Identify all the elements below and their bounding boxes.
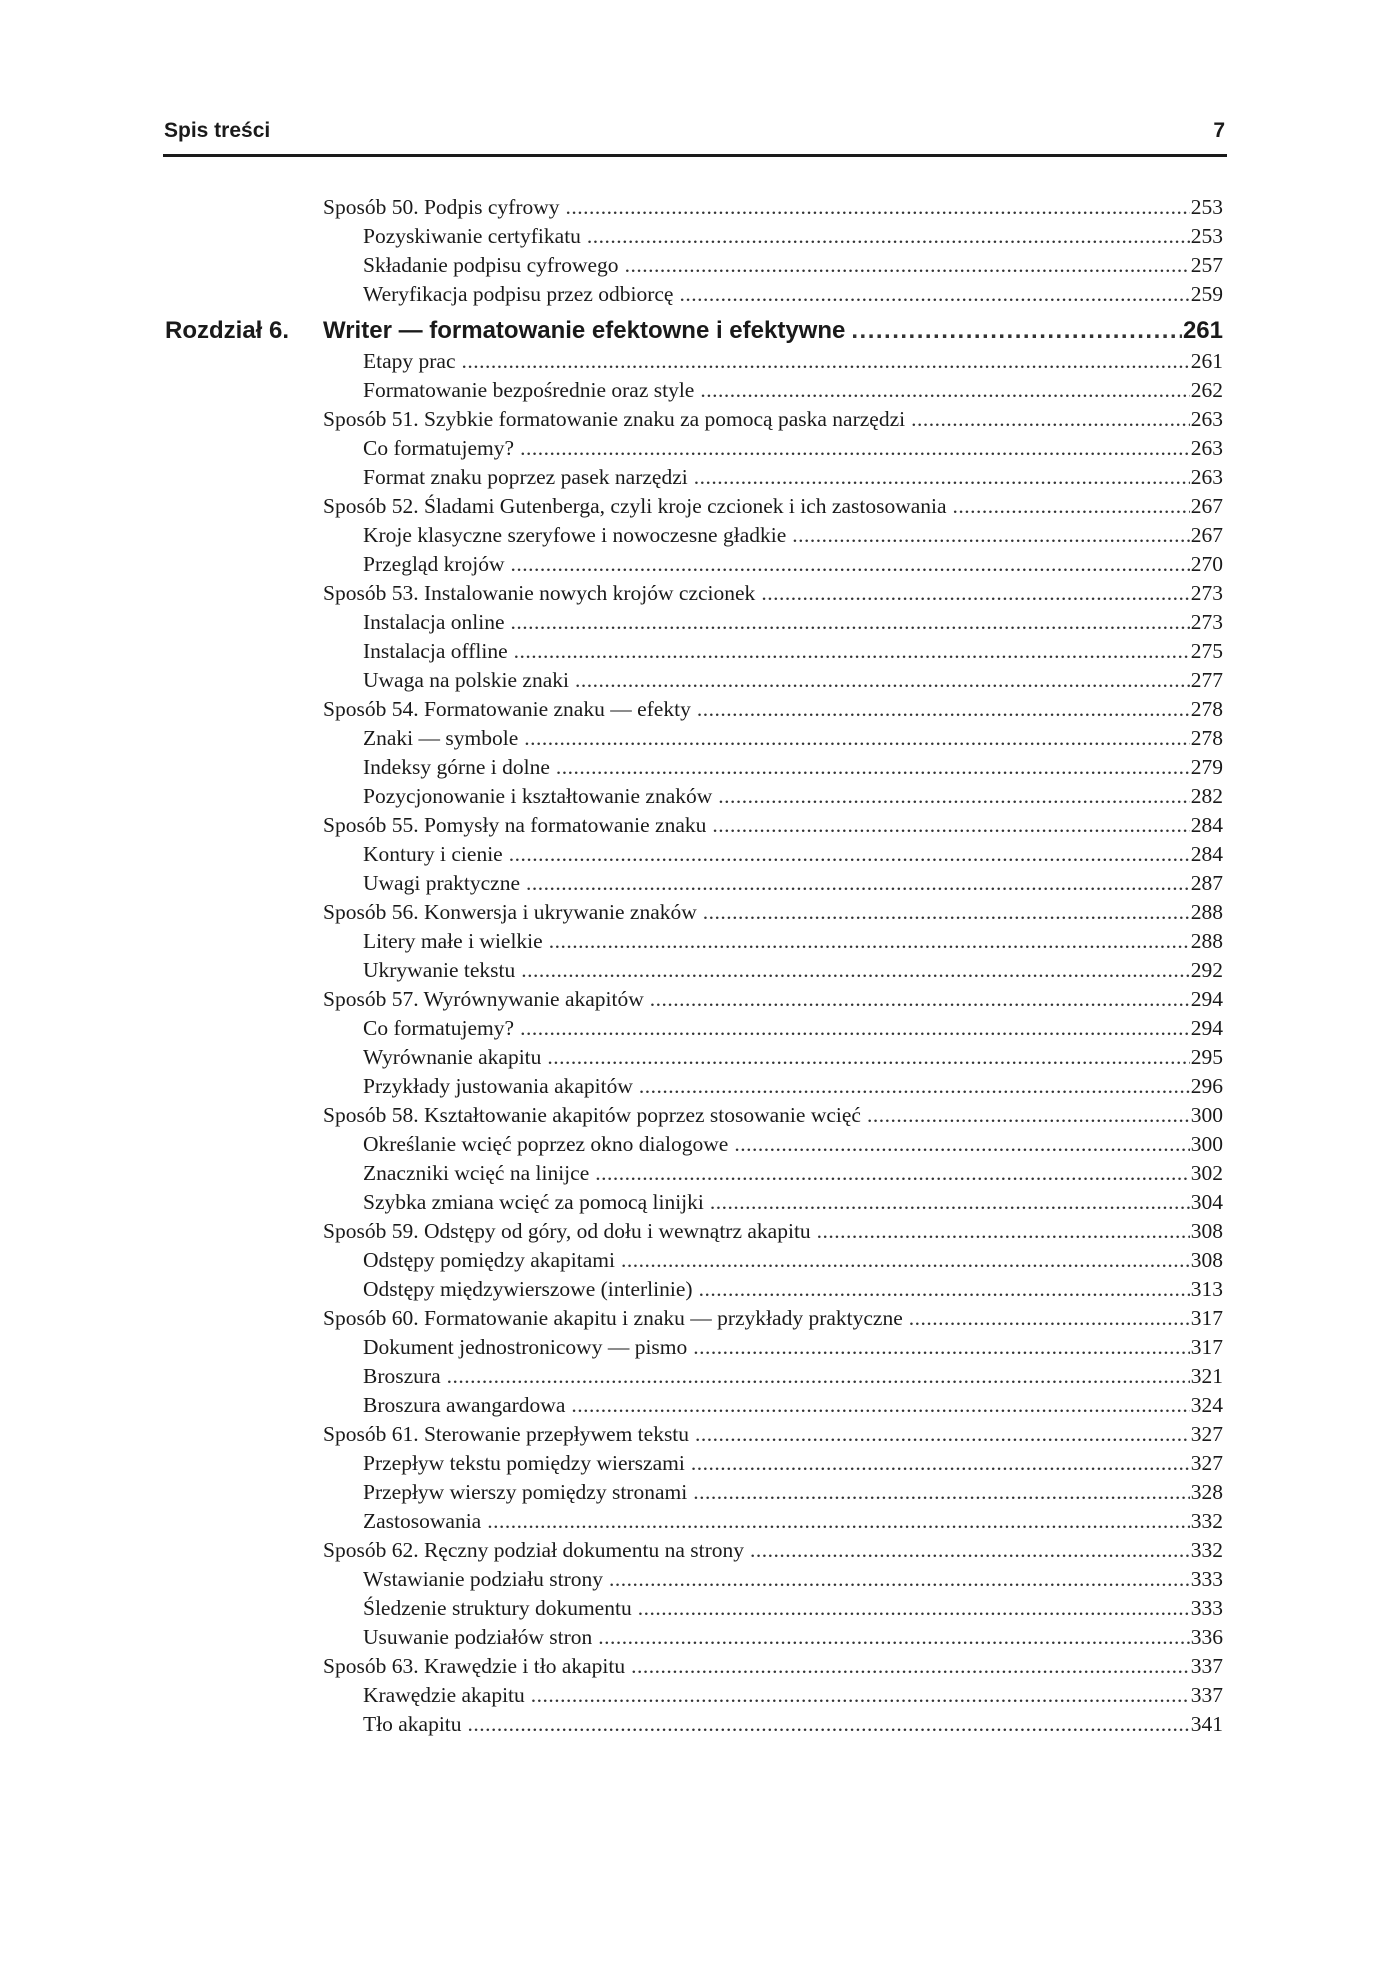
- toc-page-number: 302: [1190, 1161, 1223, 1185]
- toc-page-number: 300: [1190, 1103, 1223, 1127]
- toc-chapter-entry[interactable]: [0, 311, 1386, 351]
- toc-leader-line: [363, 1362, 1223, 1391]
- toc-leader-line: [363, 1507, 1223, 1536]
- toc-leader-line: [363, 1623, 1223, 1652]
- toc-page-number: 277: [1190, 668, 1223, 692]
- dot-leader: [693, 1478, 1190, 1507]
- toc-leader-line: [363, 550, 1223, 579]
- dot-leader: [691, 1449, 1190, 1478]
- toc-subsection-entry[interactable]: [0, 376, 1386, 405]
- toc-subsection-entry[interactable]: [0, 956, 1386, 985]
- toc-entry-title: Sposób 57. Wyrównywanie akapitów: [323, 987, 644, 1011]
- toc-leader-line: [363, 1391, 1223, 1420]
- toc-subsection-entry[interactable]: [0, 1623, 1386, 1652]
- dot-leader: [510, 608, 1189, 637]
- toc-leader-line: [323, 695, 1223, 724]
- toc-entry-title: Szybka zmiana wcięć za pomocą linijki: [363, 1190, 704, 1214]
- toc-subsection-entry[interactable]: [0, 1594, 1386, 1623]
- toc-leader-line: [323, 898, 1223, 927]
- toc-subsection-entry[interactable]: [0, 1043, 1386, 1072]
- toc-subsection-entry[interactable]: [0, 927, 1386, 956]
- toc-leader-line: [323, 811, 1223, 840]
- toc-entry-title: Co formatujemy?: [363, 436, 515, 460]
- toc-leader-line: [363, 1014, 1223, 1043]
- toc-leader-line: [323, 1420, 1223, 1449]
- dot-leader: [447, 1362, 1190, 1391]
- toc-leader-line: [323, 311, 1223, 351]
- toc-leader-line: [363, 1043, 1223, 1072]
- toc-page-number: 313: [1190, 1277, 1223, 1301]
- toc-page-number: 317: [1190, 1306, 1223, 1330]
- dot-leader: [526, 869, 1190, 898]
- toc-page-number: 296: [1190, 1074, 1223, 1098]
- toc-page-number: 327: [1190, 1422, 1223, 1446]
- toc-leader-line: [323, 579, 1223, 608]
- toc-page-number: 332: [1190, 1509, 1223, 1533]
- toc-page-number: 308: [1190, 1248, 1223, 1272]
- toc-leader-line: [363, 666, 1223, 695]
- toc-page-number: 337: [1190, 1683, 1223, 1707]
- dot-leader: [710, 1188, 1190, 1217]
- dot-leader: [625, 251, 1190, 280]
- toc-entry-title: Tło akapitu: [363, 1712, 462, 1736]
- toc-entry-title: Writer — formatowanie efektowne i efektywne: [323, 317, 846, 344]
- toc-subsection-entry[interactable]: [0, 463, 1386, 492]
- toc-section-entry[interactable]: [0, 492, 1386, 521]
- toc-entry-title: Instalacja offline: [363, 639, 508, 663]
- toc-entry-title: Dokument jednostronicowy — pismo: [363, 1335, 688, 1359]
- toc-page-number: 327: [1190, 1451, 1223, 1475]
- dot-leader: [571, 1391, 1189, 1420]
- toc-subsection-entry[interactable]: [0, 1362, 1386, 1391]
- dot-leader: [524, 724, 1189, 753]
- toc-subsection-entry[interactable]: [0, 1130, 1386, 1159]
- toc-entry-title: Uwagi praktyczne: [363, 871, 520, 895]
- toc-page-number: 267: [1190, 494, 1223, 518]
- toc-page-number: 321: [1190, 1364, 1223, 1388]
- dot-leader: [693, 1333, 1189, 1362]
- toc-section-entry[interactable]: [0, 579, 1386, 608]
- toc-entry-title: Sposób 51. Szybkie formatowanie znaku za pomocą paska narzędzi: [323, 407, 906, 431]
- toc-page-number: 294: [1190, 987, 1223, 1011]
- toc-leader-line: [323, 1536, 1223, 1565]
- toc-entry-title: Sposób 59. Odstępy od góry, od dołu i wewnątrz akapitu: [323, 1219, 811, 1243]
- toc-entry-title: Sposób 58. Kształtowanie akapitów poprzez stosowanie wcięć: [323, 1103, 861, 1127]
- toc-subsection-entry[interactable]: [0, 1275, 1386, 1304]
- toc-page-number: 253: [1190, 195, 1223, 219]
- dot-leader: [697, 695, 1190, 724]
- toc-subsection-entry[interactable]: [0, 608, 1386, 637]
- toc-entry-title: Odstępy pomiędzy akapitami: [363, 1248, 615, 1272]
- toc-leader-line: [363, 782, 1223, 811]
- toc-leader-line: [323, 1652, 1223, 1681]
- toc-entry-title: Znaczniki wcięć na linijce: [363, 1161, 590, 1185]
- toc-page-number: 257: [1190, 253, 1223, 277]
- dot-leader: [595, 1159, 1190, 1188]
- toc-entry-title: Sposób 52. Śladami Gutenberga, czyli kroje czcionek i ich zastosowania: [323, 494, 947, 518]
- toc-entry-title: Przepływ tekstu pomiędzy wierszami: [363, 1451, 685, 1475]
- toc-subsection-entry[interactable]: [0, 1246, 1386, 1275]
- dot-leader: [650, 985, 1190, 1014]
- toc-leader-line: [363, 1188, 1223, 1217]
- toc-subsection-entry[interactable]: [0, 1565, 1386, 1594]
- toc-page-number: 259: [1190, 282, 1223, 306]
- toc-page-number: 275: [1190, 639, 1223, 663]
- toc-section-entry[interactable]: [0, 1536, 1386, 1565]
- toc-entry-title: Śledzenie struktury dokumentu: [363, 1596, 632, 1620]
- toc-entry-title: Określanie wcięć poprzez okno dialogowe: [363, 1132, 729, 1156]
- toc-entry-title: Ukrywanie tekstu: [363, 958, 516, 982]
- toc-section-entry[interactable]: [0, 898, 1386, 927]
- toc-entry-title: Sposób 63. Krawędzie i tło akapitu: [323, 1654, 626, 1678]
- toc-entry-title: Format znaku poprzez pasek narzędzi: [363, 465, 688, 489]
- dot-leader: [511, 550, 1190, 579]
- dot-leader: [487, 1507, 1190, 1536]
- dot-leader: [792, 521, 1190, 550]
- toc-page-number: 333: [1190, 1567, 1223, 1591]
- toc-leader-line: [363, 927, 1223, 956]
- toc-subsection-entry[interactable]: [0, 280, 1386, 309]
- dot-leader: [718, 782, 1189, 811]
- toc-entry-title: Zastosowania: [363, 1509, 482, 1533]
- dot-leader: [953, 492, 1190, 521]
- toc-entry-title: Uwaga na polskie znaki: [363, 668, 569, 692]
- toc-subsection-entry[interactable]: [0, 724, 1386, 753]
- toc-page-number: 273: [1190, 610, 1223, 634]
- dot-leader: [851, 311, 1182, 351]
- toc-leader-line: [363, 1449, 1223, 1478]
- toc-leader-line: [323, 1217, 1223, 1246]
- toc-leader-line: [323, 1101, 1223, 1130]
- toc-subsection-entry[interactable]: [0, 434, 1386, 463]
- toc-page-number: 263: [1190, 465, 1223, 489]
- toc-leader-line: [363, 1565, 1223, 1594]
- toc-page-number: 261: [1190, 349, 1223, 373]
- dot-leader: [761, 579, 1189, 608]
- toc-section-entry[interactable]: [0, 1304, 1386, 1333]
- toc-subsection-entry[interactable]: [0, 347, 1386, 376]
- toc-page-number: 278: [1190, 726, 1223, 750]
- toc-page-number: 300: [1190, 1132, 1223, 1156]
- dot-leader: [566, 193, 1190, 222]
- toc-entry-title: Pozyskiwanie certyfikatu: [363, 224, 581, 248]
- dot-leader: [817, 1217, 1190, 1246]
- toc-entry-title: Kroje klasyczne szeryfowe i nowoczesne gładkie: [363, 523, 787, 547]
- dot-leader: [631, 1652, 1190, 1681]
- dot-leader: [734, 1130, 1189, 1159]
- dot-leader: [468, 1710, 1190, 1739]
- toc-leader-line: [363, 1710, 1223, 1739]
- toc-subsection-entry[interactable]: [0, 1507, 1386, 1536]
- dot-leader: [520, 434, 1190, 463]
- toc-subsection-entry[interactable]: [0, 1014, 1386, 1043]
- dot-leader: [703, 898, 1190, 927]
- toc-entry-title: Etapy prac: [363, 349, 456, 373]
- toc-leader-line: [363, 1275, 1223, 1304]
- toc-page-number: 284: [1190, 813, 1223, 837]
- dot-leader: [909, 1304, 1190, 1333]
- toc-page-number: 262: [1190, 378, 1223, 402]
- toc-section-entry[interactable]: [0, 1101, 1386, 1130]
- toc-subsection-entry[interactable]: [0, 869, 1386, 898]
- dot-leader: [556, 753, 1190, 782]
- toc-leader-line: [363, 869, 1223, 898]
- toc-page-number: 278: [1190, 697, 1223, 721]
- toc-leader-line: [363, 637, 1223, 666]
- toc-page-number: 253: [1190, 224, 1223, 248]
- toc-page-number: 267: [1190, 523, 1223, 547]
- toc-page-number: 332: [1190, 1538, 1223, 1562]
- toc-subsection-entry[interactable]: [0, 1710, 1386, 1739]
- toc-entry-title: Przepływ wierszy pomiędzy stronami: [363, 1480, 688, 1504]
- toc-subsection-entry[interactable]: [0, 1391, 1386, 1420]
- toc-subsection-entry[interactable]: [0, 840, 1386, 869]
- dot-leader: [509, 840, 1190, 869]
- dot-leader: [867, 1101, 1190, 1130]
- dot-leader: [694, 463, 1190, 492]
- toc-subsection-entry[interactable]: [0, 782, 1386, 811]
- toc-leader-line: [363, 1246, 1223, 1275]
- toc-leader-line: [363, 521, 1223, 550]
- dot-leader: [520, 1014, 1190, 1043]
- toc-leader-line: [363, 1681, 1223, 1710]
- dot-leader: [549, 927, 1190, 956]
- toc-subsection-entry[interactable]: [0, 637, 1386, 666]
- toc-entry-title: Instalacja online: [363, 610, 505, 634]
- dot-leader: [521, 956, 1189, 985]
- toc-entry-title: Broszura awangardowa: [363, 1393, 566, 1417]
- toc-section-entry[interactable]: [0, 985, 1386, 1014]
- toc-entry-title: Kontury i cienie: [363, 842, 503, 866]
- toc-page-number: 304: [1190, 1190, 1223, 1214]
- toc-entry-title: Sposób 55. Pomysły na formatowanie znaku: [323, 813, 707, 837]
- header-title: Spis treści: [164, 119, 271, 142]
- toc-leader-line: [363, 1072, 1223, 1101]
- toc-subsection-entry[interactable]: [0, 1449, 1386, 1478]
- dot-leader: [679, 280, 1189, 309]
- chapter-label: Rozdział 6.: [165, 317, 290, 344]
- dot-leader: [699, 1275, 1190, 1304]
- dot-leader: [587, 222, 1190, 251]
- toc-leader-line: [363, 1333, 1223, 1362]
- toc-section-entry[interactable]: [0, 811, 1386, 840]
- toc-leader-line: [363, 1478, 1223, 1507]
- dot-leader: [638, 1594, 1190, 1623]
- dot-leader: [575, 666, 1190, 695]
- toc-entry-title: Znaki — symbole: [363, 726, 519, 750]
- toc-entry-title: Wyrównanie akapitu: [363, 1045, 542, 1069]
- toc-leader-line: [363, 1130, 1223, 1159]
- toc-leader-line: [363, 347, 1223, 376]
- toc-leader-line: [323, 1304, 1223, 1333]
- toc-leader-line: [363, 1159, 1223, 1188]
- toc-section-entry[interactable]: [0, 695, 1386, 724]
- toc-page-number: 333: [1190, 1596, 1223, 1620]
- toc-leader-line: [363, 434, 1223, 463]
- toc-page-number: 287: [1190, 871, 1223, 895]
- toc-page-number: 288: [1190, 929, 1223, 953]
- toc-entry-title: Co formatujemy?: [363, 1016, 515, 1040]
- dot-leader: [750, 1536, 1190, 1565]
- toc-entry-title: Wstawianie podziału strony: [363, 1567, 604, 1591]
- toc-page-number: 317: [1190, 1335, 1223, 1359]
- toc-page-number: 282: [1190, 784, 1223, 808]
- dot-leader: [514, 637, 1190, 666]
- toc-section-entry[interactable]: [0, 1652, 1386, 1681]
- toc-leader-line: [363, 840, 1223, 869]
- toc-entry-title: Sposób 60. Formatowanie akapitu i znaku — przykłady praktyczne: [323, 1306, 903, 1330]
- toc-leader-line: [363, 608, 1223, 637]
- toc-entry-title: Usuwanie podziałów stron: [363, 1625, 593, 1649]
- dot-leader: [598, 1623, 1189, 1652]
- toc-leader-line: [363, 463, 1223, 492]
- toc-subsection-entry[interactable]: [0, 251, 1386, 280]
- dot-leader: [911, 405, 1190, 434]
- toc-leader-line: [363, 753, 1223, 782]
- toc-subsection-entry[interactable]: [0, 1681, 1386, 1710]
- toc-entry-title: Formatowanie bezpośrednie oraz style: [363, 378, 695, 402]
- toc-page-number: 324: [1190, 1393, 1223, 1417]
- toc-leader-line: [363, 222, 1223, 251]
- toc-entry-title: Sposób 54. Formatowanie znaku — efekty: [323, 697, 691, 721]
- toc-leader-line: [323, 492, 1223, 521]
- toc-entry-title: Sposób 50. Podpis cyfrowy: [323, 195, 560, 219]
- toc-subsection-entry[interactable]: [0, 1072, 1386, 1101]
- toc-section-entry[interactable]: [0, 1217, 1386, 1246]
- toc-subsection-entry[interactable]: [0, 1333, 1386, 1362]
- header-page-number: 7: [1213, 119, 1225, 142]
- toc-leader-line: [363, 956, 1223, 985]
- dot-leader: [700, 376, 1189, 405]
- toc-page-number: 279: [1190, 755, 1223, 779]
- toc-page-number: 284: [1190, 842, 1223, 866]
- toc-leader-line: [323, 985, 1223, 1014]
- toc-leader-line: [363, 280, 1223, 309]
- toc-page-number: 337: [1190, 1654, 1223, 1678]
- toc-page-number: 294: [1190, 1016, 1223, 1040]
- running-header: [163, 118, 1227, 157]
- toc-subsection-entry[interactable]: [0, 666, 1386, 695]
- toc-entry-title: Odstępy międzywierszowe (interlinie): [363, 1277, 693, 1301]
- toc-subsection-entry[interactable]: [0, 550, 1386, 579]
- toc-subsection-entry[interactable]: [0, 753, 1386, 782]
- toc-page-number: 263: [1190, 407, 1223, 431]
- toc-page-number: 273: [1190, 581, 1223, 605]
- toc-entry-title: Pozycjonowanie i kształtowanie znaków: [363, 784, 713, 808]
- toc-leader-line: [363, 1594, 1223, 1623]
- dot-leader: [621, 1246, 1190, 1275]
- toc-section-entry[interactable]: [0, 193, 1386, 222]
- toc-entry-title: Sposób 61. Sterowanie przepływem tekstu: [323, 1422, 690, 1446]
- toc-entry-title: Przegląd krojów: [363, 552, 505, 576]
- dot-leader: [462, 347, 1190, 376]
- toc-leader-line: [363, 376, 1223, 405]
- dot-leader: [547, 1043, 1189, 1072]
- toc-subsection-entry[interactable]: [0, 521, 1386, 550]
- dot-leader: [639, 1072, 1190, 1101]
- toc-page-number: 295: [1190, 1045, 1223, 1069]
- toc-page-number: 308: [1190, 1219, 1223, 1243]
- dot-leader: [609, 1565, 1190, 1594]
- toc-page-number: 270: [1190, 552, 1223, 576]
- toc-subsection-entry[interactable]: [0, 222, 1386, 251]
- toc-subsection-entry[interactable]: [0, 1159, 1386, 1188]
- toc-entry-title: Sposób 56. Konwersja i ukrywanie znaków: [323, 900, 697, 924]
- toc-entry-title: Sposób 53. Instalowanie nowych krojów czcionek: [323, 581, 756, 605]
- toc-entry-title: Sposób 62. Ręczny podział dokumentu na strony: [323, 1538, 744, 1562]
- toc-page-number: 341: [1190, 1712, 1223, 1736]
- toc-entry-title: Krawędzie akapitu: [363, 1683, 525, 1707]
- toc-entry-title: Broszura: [363, 1364, 441, 1388]
- toc-page-number: 263: [1190, 436, 1223, 460]
- toc-page-number: 288: [1190, 900, 1223, 924]
- dot-leader: [531, 1681, 1190, 1710]
- toc-page-number: 336: [1190, 1625, 1223, 1649]
- toc-leader-line: [323, 193, 1223, 222]
- toc-section-entry[interactable]: [0, 405, 1386, 434]
- toc-leader-line: [363, 251, 1223, 280]
- toc-leader-line: [323, 405, 1223, 434]
- toc-page-number: 328: [1190, 1480, 1223, 1504]
- toc-page-number: 261: [1182, 317, 1223, 344]
- dot-leader: [712, 811, 1189, 840]
- dot-leader: [695, 1420, 1190, 1449]
- toc-entry-title: Przykłady justowania akapitów: [363, 1074, 633, 1098]
- toc-entry-title: Weryfikacja podpisu przez odbiorcę: [363, 282, 674, 306]
- toc-section-entry[interactable]: [0, 1420, 1386, 1449]
- toc-subsection-entry[interactable]: [0, 1478, 1386, 1507]
- toc-subsection-entry[interactable]: [0, 1188, 1386, 1217]
- toc-entry-title: Litery małe i wielkie: [363, 929, 543, 953]
- toc-leader-line: [363, 724, 1223, 753]
- table-of-contents: [0, 193, 1386, 1739]
- toc-entry-title: Indeksy górne i dolne: [363, 755, 550, 779]
- toc-entry-title: Składanie podpisu cyfrowego: [363, 253, 619, 277]
- toc-page-number: 292: [1190, 958, 1223, 982]
